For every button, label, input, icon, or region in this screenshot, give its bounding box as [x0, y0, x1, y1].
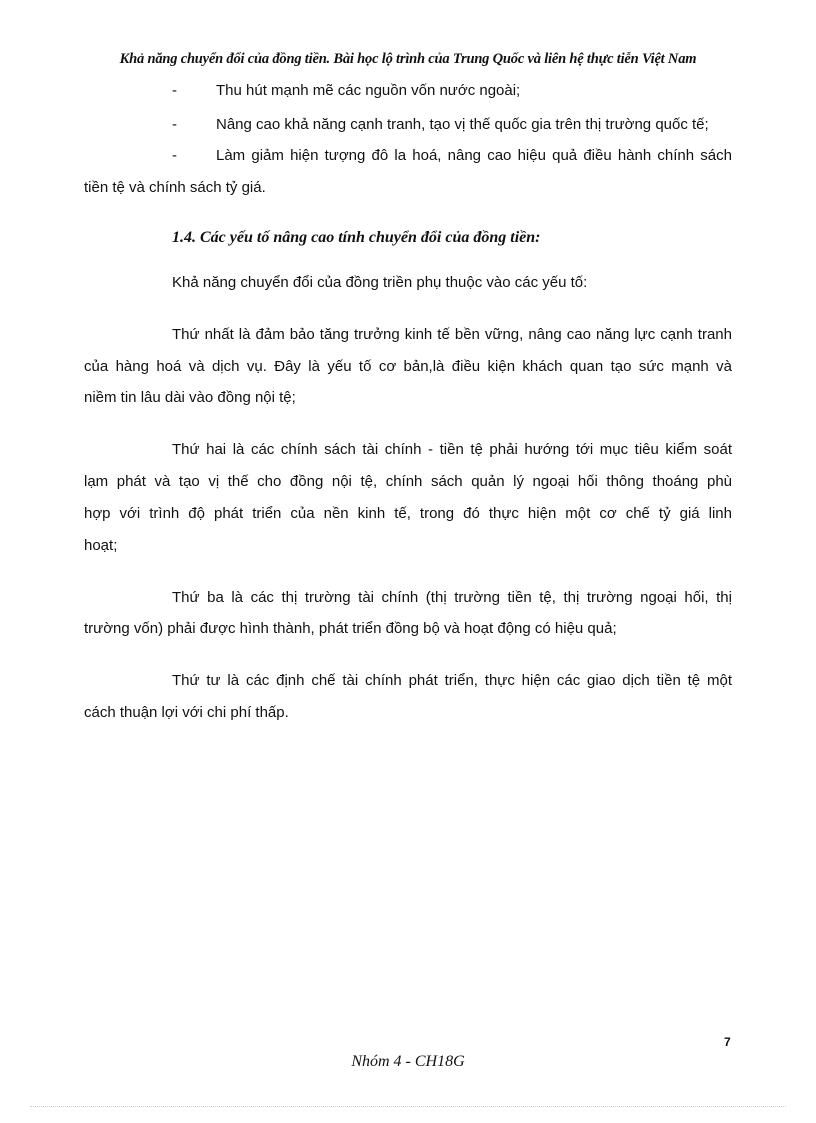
running-header: Khả năng chuyển đổi của đồng tiền. Bài học lộ trình của Trung Quốc và liên hệ thực tiễn Việt Nam	[119, 51, 697, 67]
section-intro: Khả năng chuyển đổi của đồng triền phụ thuộc vào các yếu tố:	[172, 274, 588, 291]
paragraph-line: hoạt;	[84, 537, 118, 554]
paragraph-line: cách thuận lợi với chi phí thấp.	[84, 704, 289, 721]
paragraph-line: trường vốn) phải được hình thành, phát triển đồng bộ và hoạt động có hiệu quả;	[84, 620, 617, 637]
paragraph-line: Thứ hai là các chính sách tài chính - tiền tệ phải hướng tới mục tiêu kiểm soát	[172, 441, 732, 458]
bullet-text: Thu hút mạnh mẽ các nguồn vốn nước ngoài;	[216, 82, 521, 99]
page-number: 7	[724, 1035, 731, 1049]
paragraph-line: niềm tin lâu dài vào đồng nội tệ;	[84, 389, 296, 406]
bullet-text: Làm giảm hiện tượng đô la hoá, nâng cao hiệu quả điều hành chính sách	[216, 147, 732, 164]
paragraph-line: hợp với trình độ phát triển của nền kinh tế, trong đó thực hiện một cơ chế tỷ giá linh	[84, 505, 732, 522]
bullet-dash: -	[172, 147, 177, 164]
paragraph-line: Thứ ba là các thị trường tài chính (thị trường tiền tệ, thị trường ngoại hối, thị	[172, 589, 732, 606]
bullet-dash: -	[172, 82, 177, 99]
bullet-continuation: tiền tệ và chính sách tỷ giá.	[84, 179, 266, 196]
paragraph-line: của hàng hoá và dịch vụ. Đây là yếu tố cơ bản,là điều kiện khách quan tạo sức mạnh và	[84, 358, 732, 375]
section-heading: 1.4. Các yếu tố nâng cao tính chuyển đổi của đồng tiền:	[172, 229, 541, 246]
running-footer: Nhóm 4 - CH18G	[351, 1053, 465, 1070]
paragraph-line: Thứ nhất là đảm bảo tăng trưởng kinh tế bền vững, nâng cao năng lực cạnh tranh	[172, 326, 732, 343]
page-bottom-divider	[30, 1106, 786, 1107]
paragraph-line: lạm phát và tạo vị thế cho đồng nội tệ, chính sách quản lý ngoại hối thông thoáng phù	[84, 473, 732, 490]
bullet-dash: -	[172, 116, 177, 133]
bullet-text: Nâng cao khả năng cạnh tranh, tạo vị thế quốc gia trên thị trường quốc tế;	[216, 116, 709, 133]
paragraph-line: Thứ tư là các định chế tài chính phát triển, thực hiện các giao dịch tiền tệ một	[172, 672, 732, 689]
